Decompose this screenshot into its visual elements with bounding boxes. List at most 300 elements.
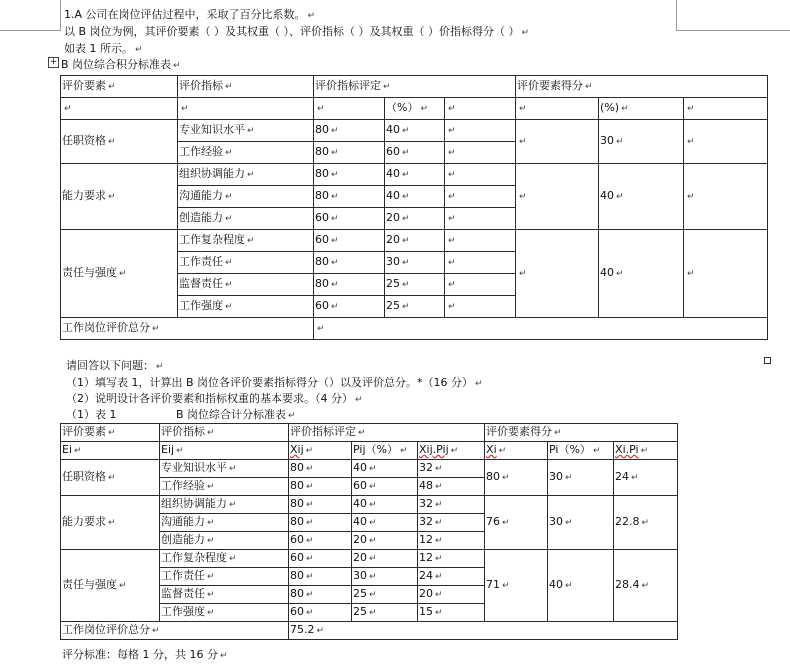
pij-cell-text: 20 xyxy=(353,533,367,546)
pij-cell[interactable] xyxy=(385,252,445,274)
pij-cell[interactable] xyxy=(352,532,418,550)
factor-cell-text: 责任与强度 xyxy=(62,578,117,591)
factor-cell-text: 责任与强度 xyxy=(62,266,117,279)
factor-cell[interactable] xyxy=(61,496,160,550)
xij-pij-cell[interactable] xyxy=(418,604,485,622)
xi-pi-cell[interactable] xyxy=(684,120,768,164)
cell-end-mark: ↵ xyxy=(74,446,82,456)
cell-end-mark: ↵ xyxy=(176,446,184,456)
indicator-cell-text: 监督责任 xyxy=(161,587,205,600)
indicator-cell[interactable] xyxy=(160,550,289,568)
xi-cell[interactable] xyxy=(516,120,599,164)
xij-cell-text: 80 xyxy=(290,515,304,528)
cell-end-mark: ↵ xyxy=(448,214,456,224)
subheader-cell-text: Xij xyxy=(290,443,304,456)
pij-cell-text: 30 xyxy=(353,569,367,582)
header-factor-score-text: 评价要素得分 xyxy=(517,79,584,92)
total-value-cell[interactable] xyxy=(289,622,678,640)
pij-cell-text: 30 xyxy=(386,255,400,268)
indicator-cell[interactable] xyxy=(178,230,314,252)
subheader-cell[interactable] xyxy=(178,98,314,120)
cell-end-mark: ↵ xyxy=(331,280,339,290)
pij-cell[interactable] xyxy=(352,514,418,532)
pij-cell-text: 25 xyxy=(386,299,400,312)
subheader-cell[interactable] xyxy=(445,98,516,120)
header-factor[interactable] xyxy=(61,76,178,98)
xij-pij-cell[interactable] xyxy=(418,478,485,496)
cell-end-mark: ↵ xyxy=(687,104,695,114)
cell-end-mark: ↵ xyxy=(207,428,215,438)
total-value-cell[interactable] xyxy=(314,318,768,340)
xij-cell[interactable] xyxy=(289,496,352,514)
cell-end-mark: ↵ xyxy=(306,536,314,546)
cell-end-mark: ↵ xyxy=(640,446,649,456)
pi-cell[interactable] xyxy=(599,120,684,164)
pi-cell[interactable] xyxy=(548,550,614,622)
cell-end-mark: ↵ xyxy=(383,82,391,92)
cell-end-mark: ↵ xyxy=(641,581,650,591)
xij-pij-cell[interactable] xyxy=(418,532,485,550)
xij-cell[interactable] xyxy=(314,142,385,164)
subheader-cell-text: Xi xyxy=(486,443,497,456)
xij-cell[interactable] xyxy=(314,208,385,230)
table-row xyxy=(61,550,678,568)
subheader-cell[interactable] xyxy=(548,442,614,460)
pij-cell[interactable] xyxy=(352,496,418,514)
xij-cell[interactable] xyxy=(289,478,352,496)
pi-cell-text: 40 xyxy=(600,266,615,279)
xij-cell-text: 80 xyxy=(315,277,329,290)
subheader-cell[interactable] xyxy=(61,98,178,120)
indicator-cell[interactable] xyxy=(160,514,289,532)
pi-cell[interactable] xyxy=(548,496,614,550)
xij-cell-text: 80 xyxy=(315,145,329,158)
indicator-cell-text: 工作强度 xyxy=(161,605,205,618)
pi-cell[interactable] xyxy=(599,164,684,230)
total-row xyxy=(61,318,768,340)
xij-cell[interactable] xyxy=(314,252,385,274)
cell-end-mark: ↵ xyxy=(435,536,443,546)
factor-cell[interactable] xyxy=(61,120,178,164)
cell-end-mark: ↵ xyxy=(247,126,255,136)
pij-cell[interactable] xyxy=(352,478,418,496)
xij-pij-cell-text: 48 xyxy=(419,479,433,492)
xij-cell-text: 80 xyxy=(290,569,304,582)
pij-cell-text: 60 xyxy=(353,479,367,492)
header-factor-score[interactable] xyxy=(516,76,768,98)
xij-pij-cell[interactable] xyxy=(418,496,485,514)
factor-cell-text: 能力要求 xyxy=(62,515,106,528)
indicator-cell[interactable] xyxy=(178,186,314,208)
indicator-cell[interactable] xyxy=(178,208,314,230)
xi-cell-text: 71 xyxy=(486,578,501,591)
cell-end-mark: ↵ xyxy=(225,82,233,92)
xij-cell[interactable] xyxy=(289,550,352,568)
indicator-cell[interactable] xyxy=(160,460,289,478)
xij-cell[interactable] xyxy=(314,230,385,252)
cell-end-mark: ↵ xyxy=(331,214,339,224)
header-row xyxy=(61,424,678,442)
cell-end-mark: ↵ xyxy=(306,500,314,510)
cell-end-mark: ↵ xyxy=(402,192,410,202)
cell-end-mark: ↵ xyxy=(448,126,456,136)
xij-cell[interactable] xyxy=(314,274,385,296)
indicator-cell-text: 工作强度 xyxy=(179,299,223,312)
indicator-cell[interactable] xyxy=(178,296,314,318)
cell-end-mark: ↵ xyxy=(331,148,339,158)
subheader-cell-text: Eij xyxy=(161,443,175,456)
pij-cell-text: 25 xyxy=(386,277,400,290)
pij-cell-text: 40 xyxy=(386,167,400,180)
xij-cell[interactable] xyxy=(289,514,352,532)
cell-end-mark: ↵ xyxy=(402,214,410,224)
cell-end-mark: ↵ xyxy=(502,518,510,528)
cell-end-mark: ↵ xyxy=(519,269,527,279)
cell-end-mark: ↵ xyxy=(229,554,237,564)
header-indicator-rating-text: 评价指标评定 xyxy=(315,79,381,92)
subheader-cell-text: Pi（%） xyxy=(549,443,591,456)
subheader-cell-text: Xi.Pi xyxy=(615,443,639,456)
cell-end-mark: ↵ xyxy=(317,324,325,334)
xij-pij-cell[interactable] xyxy=(418,514,485,532)
xij-cell-text: 80 xyxy=(315,167,329,180)
table-1-standard xyxy=(60,75,768,340)
subheader-cell[interactable] xyxy=(385,98,445,120)
header-indicator-rating-text: 评价指标评定 xyxy=(290,425,356,438)
subheader-cell[interactable] xyxy=(599,98,684,120)
pij-cell-text: 25 xyxy=(353,587,367,600)
xij-pij-cell[interactable] xyxy=(445,142,516,164)
cell-end-mark: ↵ xyxy=(519,137,527,147)
subheader-cell-text: Pij（%） xyxy=(353,443,398,456)
pij-cell[interactable] xyxy=(385,142,445,164)
indicator-cell[interactable] xyxy=(178,274,314,296)
cell-end-mark: ↵ xyxy=(108,473,116,483)
total-label-cell-text: 工作岗位评价总分 xyxy=(62,623,150,636)
indicator-cell-text: 创造能力 xyxy=(161,533,205,546)
xij-cell-text: 60 xyxy=(315,211,329,224)
subheader-cell[interactable] xyxy=(352,442,418,460)
xij-cell-text: 80 xyxy=(315,189,329,202)
table-resize-handle[interactable] xyxy=(764,357,771,364)
header-indicator-rating[interactable] xyxy=(314,76,516,98)
xi-pi-cell-text: 28.4 xyxy=(615,578,640,591)
xi-pi-cell[interactable] xyxy=(614,496,678,550)
subheader-cell[interactable] xyxy=(614,442,678,460)
xi-cell[interactable] xyxy=(516,230,599,318)
cell-end-mark: ↵ xyxy=(402,126,410,136)
cell-end-mark: ↵ xyxy=(225,214,233,224)
cell-end-mark: ↵ xyxy=(369,590,377,600)
cell-end-mark: ↵ xyxy=(420,104,428,114)
cell-end-mark: ↵ xyxy=(435,482,443,492)
cell-end-mark: ↵ xyxy=(306,554,314,564)
cell-end-mark: ↵ xyxy=(369,536,377,546)
subheader-cell[interactable] xyxy=(418,442,485,460)
header-indicator[interactable] xyxy=(178,76,314,98)
cell-end-mark: ↵ xyxy=(207,536,215,546)
cell-end-mark: ↵ xyxy=(225,258,233,268)
pij-cell[interactable] xyxy=(385,208,445,230)
subheader-cell-text: Xij.Pij xyxy=(419,443,449,456)
cell-end-mark: ↵ xyxy=(402,236,410,246)
question-1: （1）填写表 1，计算出 B 岗位各评价要素指标得分（）以及评价总分。*（16 分） ↵ xyxy=(66,376,483,389)
pij-cell[interactable] xyxy=(352,586,418,604)
xij-cell-text: 80 xyxy=(290,479,304,492)
cell-end-mark: ↵ xyxy=(369,608,377,618)
xij-cell[interactable] xyxy=(289,586,352,604)
xi-cell[interactable] xyxy=(485,460,548,496)
xij-pij-cell-text: 20 xyxy=(419,587,433,600)
xi-pi-cell[interactable] xyxy=(614,460,678,496)
cell-end-mark: ↵ xyxy=(225,192,233,202)
xij-pij-cell[interactable] xyxy=(445,186,516,208)
answer-caption: B 岗位综合计分标准表 ↵ xyxy=(176,408,296,421)
subheader-cell[interactable] xyxy=(516,98,599,120)
cell-end-mark: ↵ xyxy=(225,280,233,290)
total-label-cell-text: 工作岗位评价总分 xyxy=(62,321,150,334)
pij-cell[interactable] xyxy=(385,186,445,208)
cell-end-mark: ↵ xyxy=(247,236,255,246)
pij-cell[interactable] xyxy=(385,120,445,142)
indicator-cell[interactable] xyxy=(178,252,314,274)
xi-cell-text: 80 xyxy=(486,470,501,483)
cell-end-mark: ↵ xyxy=(331,258,339,268)
xi-pi-cell-text: 22.8 xyxy=(615,515,640,528)
cell-end-mark: ↵ xyxy=(64,104,72,114)
indicator-cell[interactable] xyxy=(160,604,289,622)
cell-end-mark: ↵ xyxy=(369,518,377,528)
indicator-cell[interactable] xyxy=(160,478,289,496)
cell-end-mark: ↵ xyxy=(450,446,459,456)
xij-cell-text: 80 xyxy=(315,123,329,136)
cell-end-mark: ↵ xyxy=(108,428,116,438)
cell-end-mark: ↵ xyxy=(435,608,443,618)
xij-pij-cell[interactable] xyxy=(418,586,485,604)
pi-cell-text: 30 xyxy=(549,515,564,528)
subheader-cell[interactable] xyxy=(684,98,768,120)
total-value-cell-text: 75.2 xyxy=(290,623,315,636)
cell-end-mark: ↵ xyxy=(565,473,573,483)
factor-cell[interactable] xyxy=(61,230,178,318)
cell-end-mark: ↵ xyxy=(108,518,116,528)
header-factor[interactable] xyxy=(61,424,160,442)
indicator-cell[interactable] xyxy=(160,496,289,514)
indicator-cell-text: 专业知识水平 xyxy=(179,123,245,136)
question-line-3: 如表 1 所示。 ↵ xyxy=(64,42,143,55)
cell-end-mark: ↵ xyxy=(592,446,601,456)
cell-end-mark: ↵ xyxy=(448,302,456,312)
total-label-cell[interactable] xyxy=(61,622,289,640)
xij-cell-text: 80 xyxy=(290,461,304,474)
cell-end-mark: ↵ xyxy=(402,258,410,268)
indicator-cell[interactable] xyxy=(160,532,289,550)
table1-caption: B 岗位综合积分标准表 ↵ xyxy=(61,58,181,71)
pi-cell-text: 40 xyxy=(600,189,615,202)
indicator-cell-text: 工作责任 xyxy=(179,255,223,268)
xij-cell[interactable] xyxy=(314,164,385,186)
xij-cell[interactable] xyxy=(314,120,385,142)
pi-cell-text: 30 xyxy=(549,470,564,483)
pij-cell-text: 20 xyxy=(386,233,400,246)
xij-cell-text: 80 xyxy=(290,497,304,510)
cell-end-mark: ↵ xyxy=(448,148,456,158)
indicator-cell-text: 工作经验 xyxy=(161,479,205,492)
pi-cell[interactable] xyxy=(599,230,684,318)
cell-end-mark: ↵ xyxy=(687,137,695,147)
indicator-cell[interactable] xyxy=(178,120,314,142)
xij-pij-cell[interactable] xyxy=(445,296,516,318)
subheader-cell[interactable] xyxy=(160,442,289,460)
cell-end-mark: ↵ xyxy=(317,104,325,114)
xij-pij-cell[interactable] xyxy=(445,230,516,252)
pij-cell[interactable] xyxy=(385,274,445,296)
cell-end-mark: ↵ xyxy=(306,572,314,582)
indicator-cell-text: 组织协调能力 xyxy=(161,497,227,510)
xi-cell[interactable] xyxy=(516,164,599,230)
pij-cell[interactable] xyxy=(385,164,445,186)
factor-cell[interactable] xyxy=(61,164,178,230)
cell-end-mark: ↵ xyxy=(616,269,624,279)
subheader-row xyxy=(61,442,678,460)
cell-end-mark: ↵ xyxy=(369,482,377,492)
subheader-cell[interactable] xyxy=(289,442,352,460)
xij-cell[interactable] xyxy=(289,532,352,550)
subheader-cell[interactable] xyxy=(61,442,160,460)
cell-end-mark: ↵ xyxy=(402,170,410,180)
pij-cell[interactable] xyxy=(352,460,418,478)
xi-pi-cell-text: 24 xyxy=(615,470,630,483)
indicator-cell-text: 工作责任 xyxy=(161,569,205,582)
header-indicator[interactable] xyxy=(160,424,289,442)
xi-cell[interactable] xyxy=(485,550,548,622)
cell-end-mark: ↵ xyxy=(435,554,443,564)
pi-cell-text: 30 xyxy=(600,134,615,147)
pi-cell[interactable] xyxy=(548,460,614,496)
pij-cell-text: 60 xyxy=(386,145,400,158)
cell-end-mark: ↵ xyxy=(306,482,314,492)
total-row xyxy=(61,622,678,640)
cell-end-mark: ↵ xyxy=(247,170,255,180)
cell-end-mark: ↵ xyxy=(108,192,116,202)
xij-pij-cell[interactable] xyxy=(445,252,516,274)
total-label-cell[interactable] xyxy=(61,318,314,340)
pij-cell[interactable] xyxy=(352,604,418,622)
xij-pij-cell-text: 32 xyxy=(419,497,433,510)
cell-end-mark: ↵ xyxy=(687,192,695,202)
indicator-cell-text: 组织协调能力 xyxy=(179,167,245,180)
xij-cell-text: 60 xyxy=(290,551,304,564)
pij-cell[interactable] xyxy=(385,230,445,252)
indicator-cell[interactable] xyxy=(160,586,289,604)
cell-end-mark: ↵ xyxy=(229,464,237,474)
xij-cell[interactable] xyxy=(289,568,352,586)
indicator-cell-text: 监督责任 xyxy=(179,277,223,290)
pij-cell[interactable] xyxy=(352,550,418,568)
xij-pij-cell[interactable] xyxy=(445,208,516,230)
cell-end-mark: ↵ xyxy=(448,192,456,202)
indicator-cell[interactable] xyxy=(160,568,289,586)
cell-end-mark: ↵ xyxy=(331,126,339,136)
xi-pi-cell[interactable] xyxy=(684,164,768,230)
pij-cell-text: 20 xyxy=(353,551,367,564)
indicator-cell-text: 工作复杂程度 xyxy=(161,551,227,564)
xij-cell[interactable] xyxy=(289,604,352,622)
xij-pij-cell[interactable] xyxy=(418,460,485,478)
factor-cell[interactable] xyxy=(61,460,160,496)
xij-cell[interactable] xyxy=(314,186,385,208)
xij-pij-cell[interactable] xyxy=(418,550,485,568)
indicator-cell[interactable] xyxy=(178,142,314,164)
xij-pij-cell-text: 12 xyxy=(419,551,433,564)
cell-end-mark: ↵ xyxy=(641,518,650,528)
xi-cell[interactable] xyxy=(485,496,548,550)
table-move-handle-icon[interactable]: + xyxy=(49,57,58,67)
indicator-cell[interactable] xyxy=(178,164,314,186)
cell-end-mark: ↵ xyxy=(369,554,377,564)
xij-cell[interactable] xyxy=(314,296,385,318)
header-factor-score[interactable] xyxy=(485,424,678,442)
table-row xyxy=(61,496,678,514)
cell-end-mark: ↵ xyxy=(181,104,189,114)
xij-pij-cell[interactable] xyxy=(445,120,516,142)
header-factor-score-text: 评价要素得分 xyxy=(486,425,553,438)
pij-cell-text: 40 xyxy=(353,515,367,528)
table-row xyxy=(61,460,678,478)
xij-pij-cell-text: 32 xyxy=(419,515,433,528)
cell-end-mark: ↵ xyxy=(369,572,377,582)
cell-end-mark: ↵ xyxy=(435,590,443,600)
cell-end-mark: ↵ xyxy=(565,581,573,591)
indicator-cell-text: 专业知识水平 xyxy=(161,461,227,474)
xij-pij-cell[interactable] xyxy=(418,568,485,586)
cell-end-mark: ↵ xyxy=(399,446,408,456)
cell-end-mark: ↵ xyxy=(108,137,116,147)
header-indicator-rating[interactable] xyxy=(289,424,485,442)
xij-cell-text: 80 xyxy=(290,587,304,600)
xij-pij-cell[interactable] xyxy=(445,164,516,186)
xij-pij-cell[interactable] xyxy=(445,274,516,296)
cell-end-mark: ↵ xyxy=(152,626,160,636)
subheader-cell-text: Ei xyxy=(62,443,73,456)
question-line-2: 以 B 岗位为例，其评价要素（ ）及其权重（ ）、评价指标（ ）及其权重（ ）价指标得分（ ） ↵ xyxy=(64,25,530,38)
xij-cell-text: 80 xyxy=(315,255,329,268)
pij-cell[interactable] xyxy=(385,296,445,318)
cell-end-mark: ↵ xyxy=(207,590,215,600)
xi-pi-cell[interactable] xyxy=(614,550,678,622)
xi-pi-cell[interactable] xyxy=(684,230,768,318)
subheader-cell-text: （%） xyxy=(386,101,419,114)
xij-cell-text: 60 xyxy=(315,233,329,246)
indicator-cell-text: 沟通能力 xyxy=(179,189,223,202)
pij-cell-text: 40 xyxy=(353,497,367,510)
cell-end-mark: ↵ xyxy=(435,500,443,510)
subheader-row xyxy=(61,98,768,120)
header-factor-text: 评价要素 xyxy=(62,79,106,92)
header-indicator-text: 评价指标 xyxy=(179,79,223,92)
pij-cell-text: 20 xyxy=(386,211,400,224)
crop-mark-top-right xyxy=(676,0,790,31)
factor-cell[interactable] xyxy=(61,550,160,622)
cell-end-mark: ↵ xyxy=(108,82,116,92)
xij-cell[interactable] xyxy=(289,460,352,478)
pij-cell[interactable] xyxy=(352,568,418,586)
question-2: （2）说明设计各评价要素和指标权重的基本要求。（4 分） ↵ xyxy=(66,392,363,405)
subheader-cell[interactable] xyxy=(485,442,548,460)
subheader-cell[interactable] xyxy=(314,98,385,120)
cell-end-mark: ↵ xyxy=(448,280,456,290)
cell-end-mark: ↵ xyxy=(331,302,339,312)
